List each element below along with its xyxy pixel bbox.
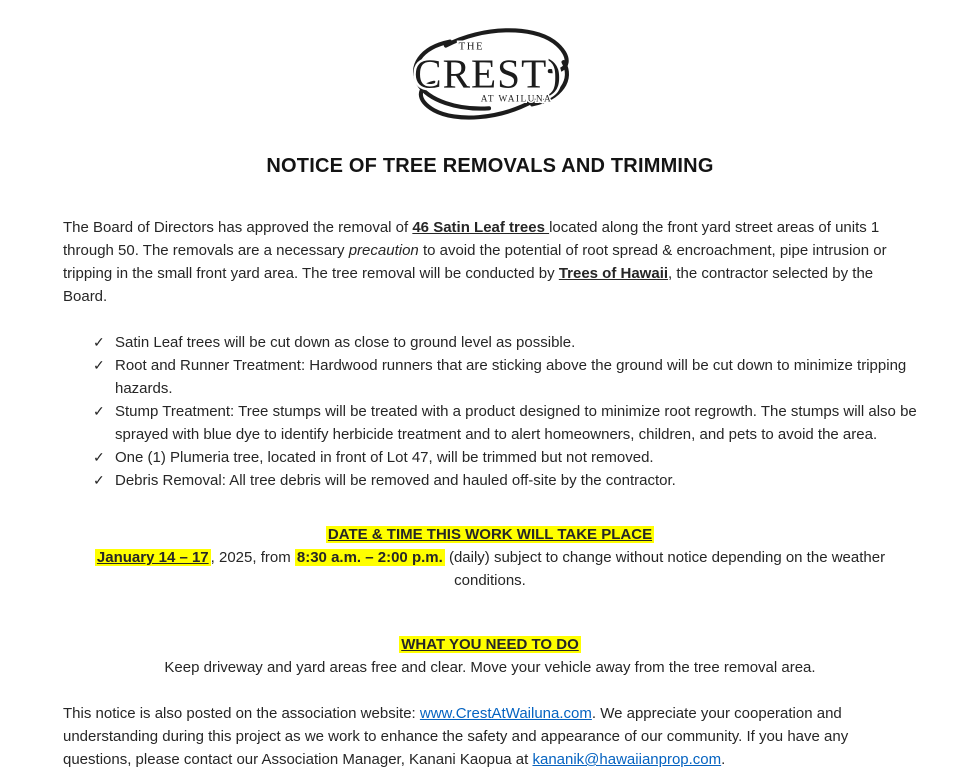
checkmark-icon: ✓: [93, 357, 105, 373]
list-item: [93, 331, 917, 354]
logo-tagline-text: AT WAILUNA: [480, 94, 553, 105]
crest-logo: [63, 22, 917, 129]
footer-text-3: .: [721, 751, 726, 768]
intro-paragraph: [63, 216, 917, 308]
todo-section-body: Keep driveway and yard areas free and clear. Move your vehicle away from the tree removal area.: [164, 659, 816, 676]
todo-section-heading: WHAT YOU NEED TO DO: [401, 636, 579, 653]
manager-email-link[interactable]: kananik@hawaiianprop.com: [532, 751, 722, 768]
page-title: NOTICE OF TREE REMOVALS AND TRIMMING: [266, 155, 714, 177]
logo-the-text: THE: [458, 40, 485, 53]
time-range-highlight: 8:30 a.m. – 2:00 p.m.: [296, 549, 443, 566]
intro-trees-count: 46 Satin Leaf trees: [412, 219, 550, 236]
intro-contractor-name: Trees of Hawaii: [558, 265, 669, 282]
list-item-text: Stump Treatment: Tree stumps will be treated with a product designed to minimize root regrowth. The stumps will also be sprayed with blue dye to identify herbicide treatment and to alert homeowners, children, and pets to avoid the area.: [115, 403, 917, 443]
list-item: [93, 469, 917, 492]
crest-logo-icon: [406, 22, 574, 124]
date-text-1: , 2025, from: [210, 549, 295, 566]
list-item-text: Satin Leaf trees will be cut down as close to ground level as possible.: [115, 334, 576, 351]
logo-crest-text: CREST): [414, 50, 562, 97]
intro-text-4: , the contractor selected by the Board.: [63, 265, 874, 305]
intro-text-1: The Board of Directors has approved the removal of: [63, 219, 413, 236]
date-section-heading-row: [63, 523, 917, 546]
list-item: [93, 400, 917, 446]
intro-precaution: precaution: [348, 242, 419, 259]
date-section-heading: DATE & TIME THIS WORK WILL TAKE PLACE: [327, 526, 653, 543]
list-item-text: Debris Removal: All tree debris will be removed and hauled off-site by the contractor.: [115, 472, 676, 489]
list-item: [93, 446, 917, 469]
list-item-text: One (1) Plumeria tree, located in front of Lot 47, will be trimmed but not removed.: [115, 449, 654, 466]
checkmark-icon: ✓: [93, 403, 105, 419]
footer-text-2: . We appreciate your cooperation and understanding during this project as we work to enhance the safety and appearance of our community. If you have any questions, please contact our Association Manager, Kanani Kaopua at: [63, 705, 849, 768]
checkmark-icon: ✓: [93, 449, 105, 465]
intro-text-3: to avoid the potential of root spread & encroachment, pipe intrusion or tripping in the small front yard area. The tree removal will be conducted by: [63, 242, 887, 282]
checkmark-icon: ✓: [93, 472, 105, 488]
intro-text-2: located along the front yard street areas of units 1 through 50. The removals are a necessary: [63, 219, 880, 259]
todo-section-heading-row: [63, 633, 917, 656]
work-details-list: [93, 331, 917, 492]
website-link[interactable]: www.CrestAtWailuna.com: [419, 705, 592, 722]
list-item: [93, 354, 917, 400]
checkmark-icon: ✓: [93, 334, 105, 350]
date-text-2: (daily) subject to change without notice depending on the weather conditions.: [444, 549, 886, 589]
footer-paragraph: [63, 702, 917, 771]
list-item-text: Root and Runner Treatment: Hardwood runners that are sticking above the ground will be cut down to minimize tripping hazards.: [115, 357, 907, 397]
date-section-body: [63, 546, 917, 592]
date-range-highlight: January 14 – 17: [96, 549, 209, 566]
footer-text-1: This notice is also posted on the association website:: [63, 705, 420, 722]
